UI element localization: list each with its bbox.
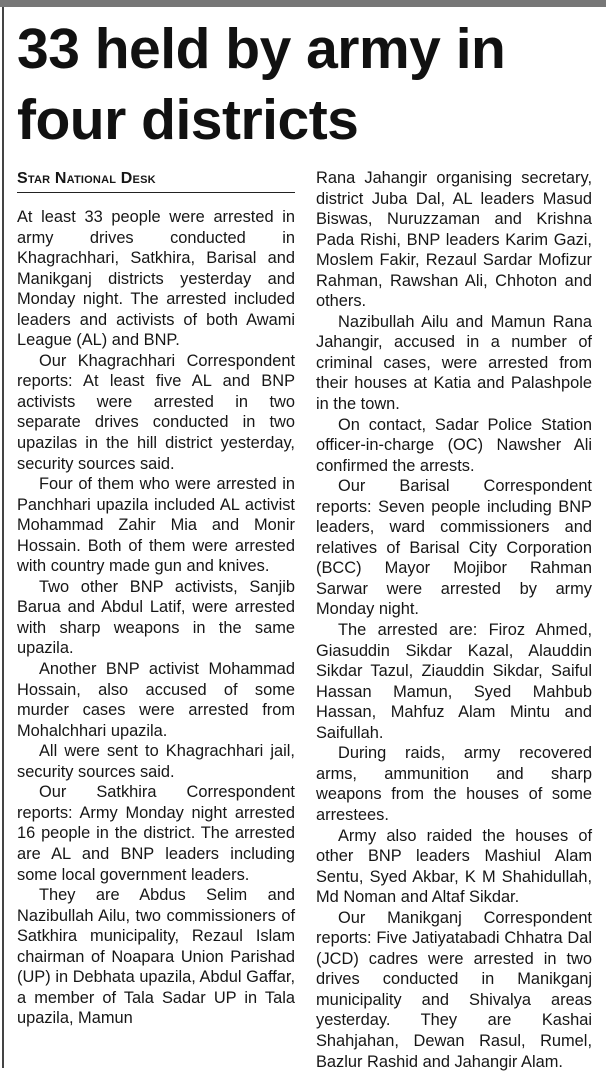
paragraph: On contact, Sadar Police Station officer-in-charge (OC) Nawsher Ali confirmed the arrests. — [316, 415, 592, 475]
paragraph: Our Satkhira Correspondent reports: Army Monday night arrested 16 people in the district. The arrested are AL and BNP leaders including some local government leaders. — [17, 783, 295, 884]
paragraph: Our Barisal Correspondent reports: Seven people including BNP leaders, ward commissioners and relatives of Barisal City Corporation (BCC) Mayor Mojibor Rahman Sarwar were arrested by army Monday night. — [316, 477, 592, 619]
paragraph: Rana Jahangir organising secretary, district Juba Dal, AL leaders Masud Biswas, Nuruzzaman and Krishna Pada Rishi, BNP leaders Karim Gazi, Moslem Fakir, Rezaul Sardar Mofizur Rahman, Rawshan Ali, Chhoton and others. — [316, 169, 592, 311]
paragraph: Another BNP activist Mohammad Hossain, also accused of some murder cases were arrested from Mohalchhari upazila. — [17, 660, 295, 740]
paragraph: At least 33 people were arrested in army drives conducted in Khagrachhari, Satkhira, Barisal and Manikganj districts yesterday and Monday night. The arrested included leaders and activists of both Awami League (AL) and BNP. — [17, 208, 295, 350]
paragraph: Two other BNP activists, Sanjib Barua and Abdul Latif, were arrested with sharp weapons in the same upazila. — [17, 577, 295, 658]
paragraph: Our Khagrachhari Correspondent reports: At least five AL and BNP activists were arrested in two separate drives conducted in two upazilas in the hill district yesterday, security sources said. — [17, 351, 295, 473]
paragraph: During raids, army recovered arms, ammunition and sharp weapons from the houses of some arrestees. — [316, 744, 592, 824]
paragraph: Nazibullah Ailu and Mamun Rana Jahangir, accused in a number of criminal cases, were arrested from their houses at Katia and Palashpole in the town. — [316, 312, 592, 414]
article-column-right — [316, 168, 592, 1072]
paragraph: All were sent to Khagrachhari jail, security sources said. — [17, 742, 295, 781]
byline: Star National Desk — [17, 168, 295, 193]
paragraph: Army also raided the houses of other BNP leaders Mashiul Alam Sentu, Syed Akbar, K M Shahidullah, Md Noman and Altaf Sikdar. — [316, 826, 592, 907]
paragraph: The arrested are: Firoz Ahmed, Giasuddin Sikdar Kazal, Alauddin Sikdar Tazul, Ziauddin Sikdar, Saiful Hassan Mamun, Syed Mahbub Hassan, Mahfuz Alam Mintu and Saifullah. — [316, 621, 592, 742]
left-column-rule — [2, 7, 4, 1068]
headline: 33 held by army in four districts — [17, 17, 506, 152]
paragraph: They are Abdus Selim and Nazibullah Ailu, two commissioners of Satkhira municipality, Rezaul Islam chairman of Noapara Union Parishad (UP) in Debhata upazila, Abdul Gaffar, a member of Tala Sadar UP in Tala upazila, Mamun — [17, 886, 295, 1028]
top-border — [0, 0, 606, 7]
article-column-left — [17, 168, 295, 1029]
paragraph: Our Manikganj Correspondent reports: Five Jatiyatabadi Chhatra Dal (JCD) cadres were arrested in two drives conducted in Manikganj municipality and Shivalya areas yesterday. They are Kashai Shahjahan, Dewan Rasul, Rumel, Bazlur Rashid and Jahangir Alam. — [316, 908, 592, 1071]
paragraph: Four of them who were arrested in Panchhari upazila included AL activist Mohammad Zahir Mia and Monir Hossain. Both of them were arrested with country made gun and knives. — [17, 475, 295, 576]
